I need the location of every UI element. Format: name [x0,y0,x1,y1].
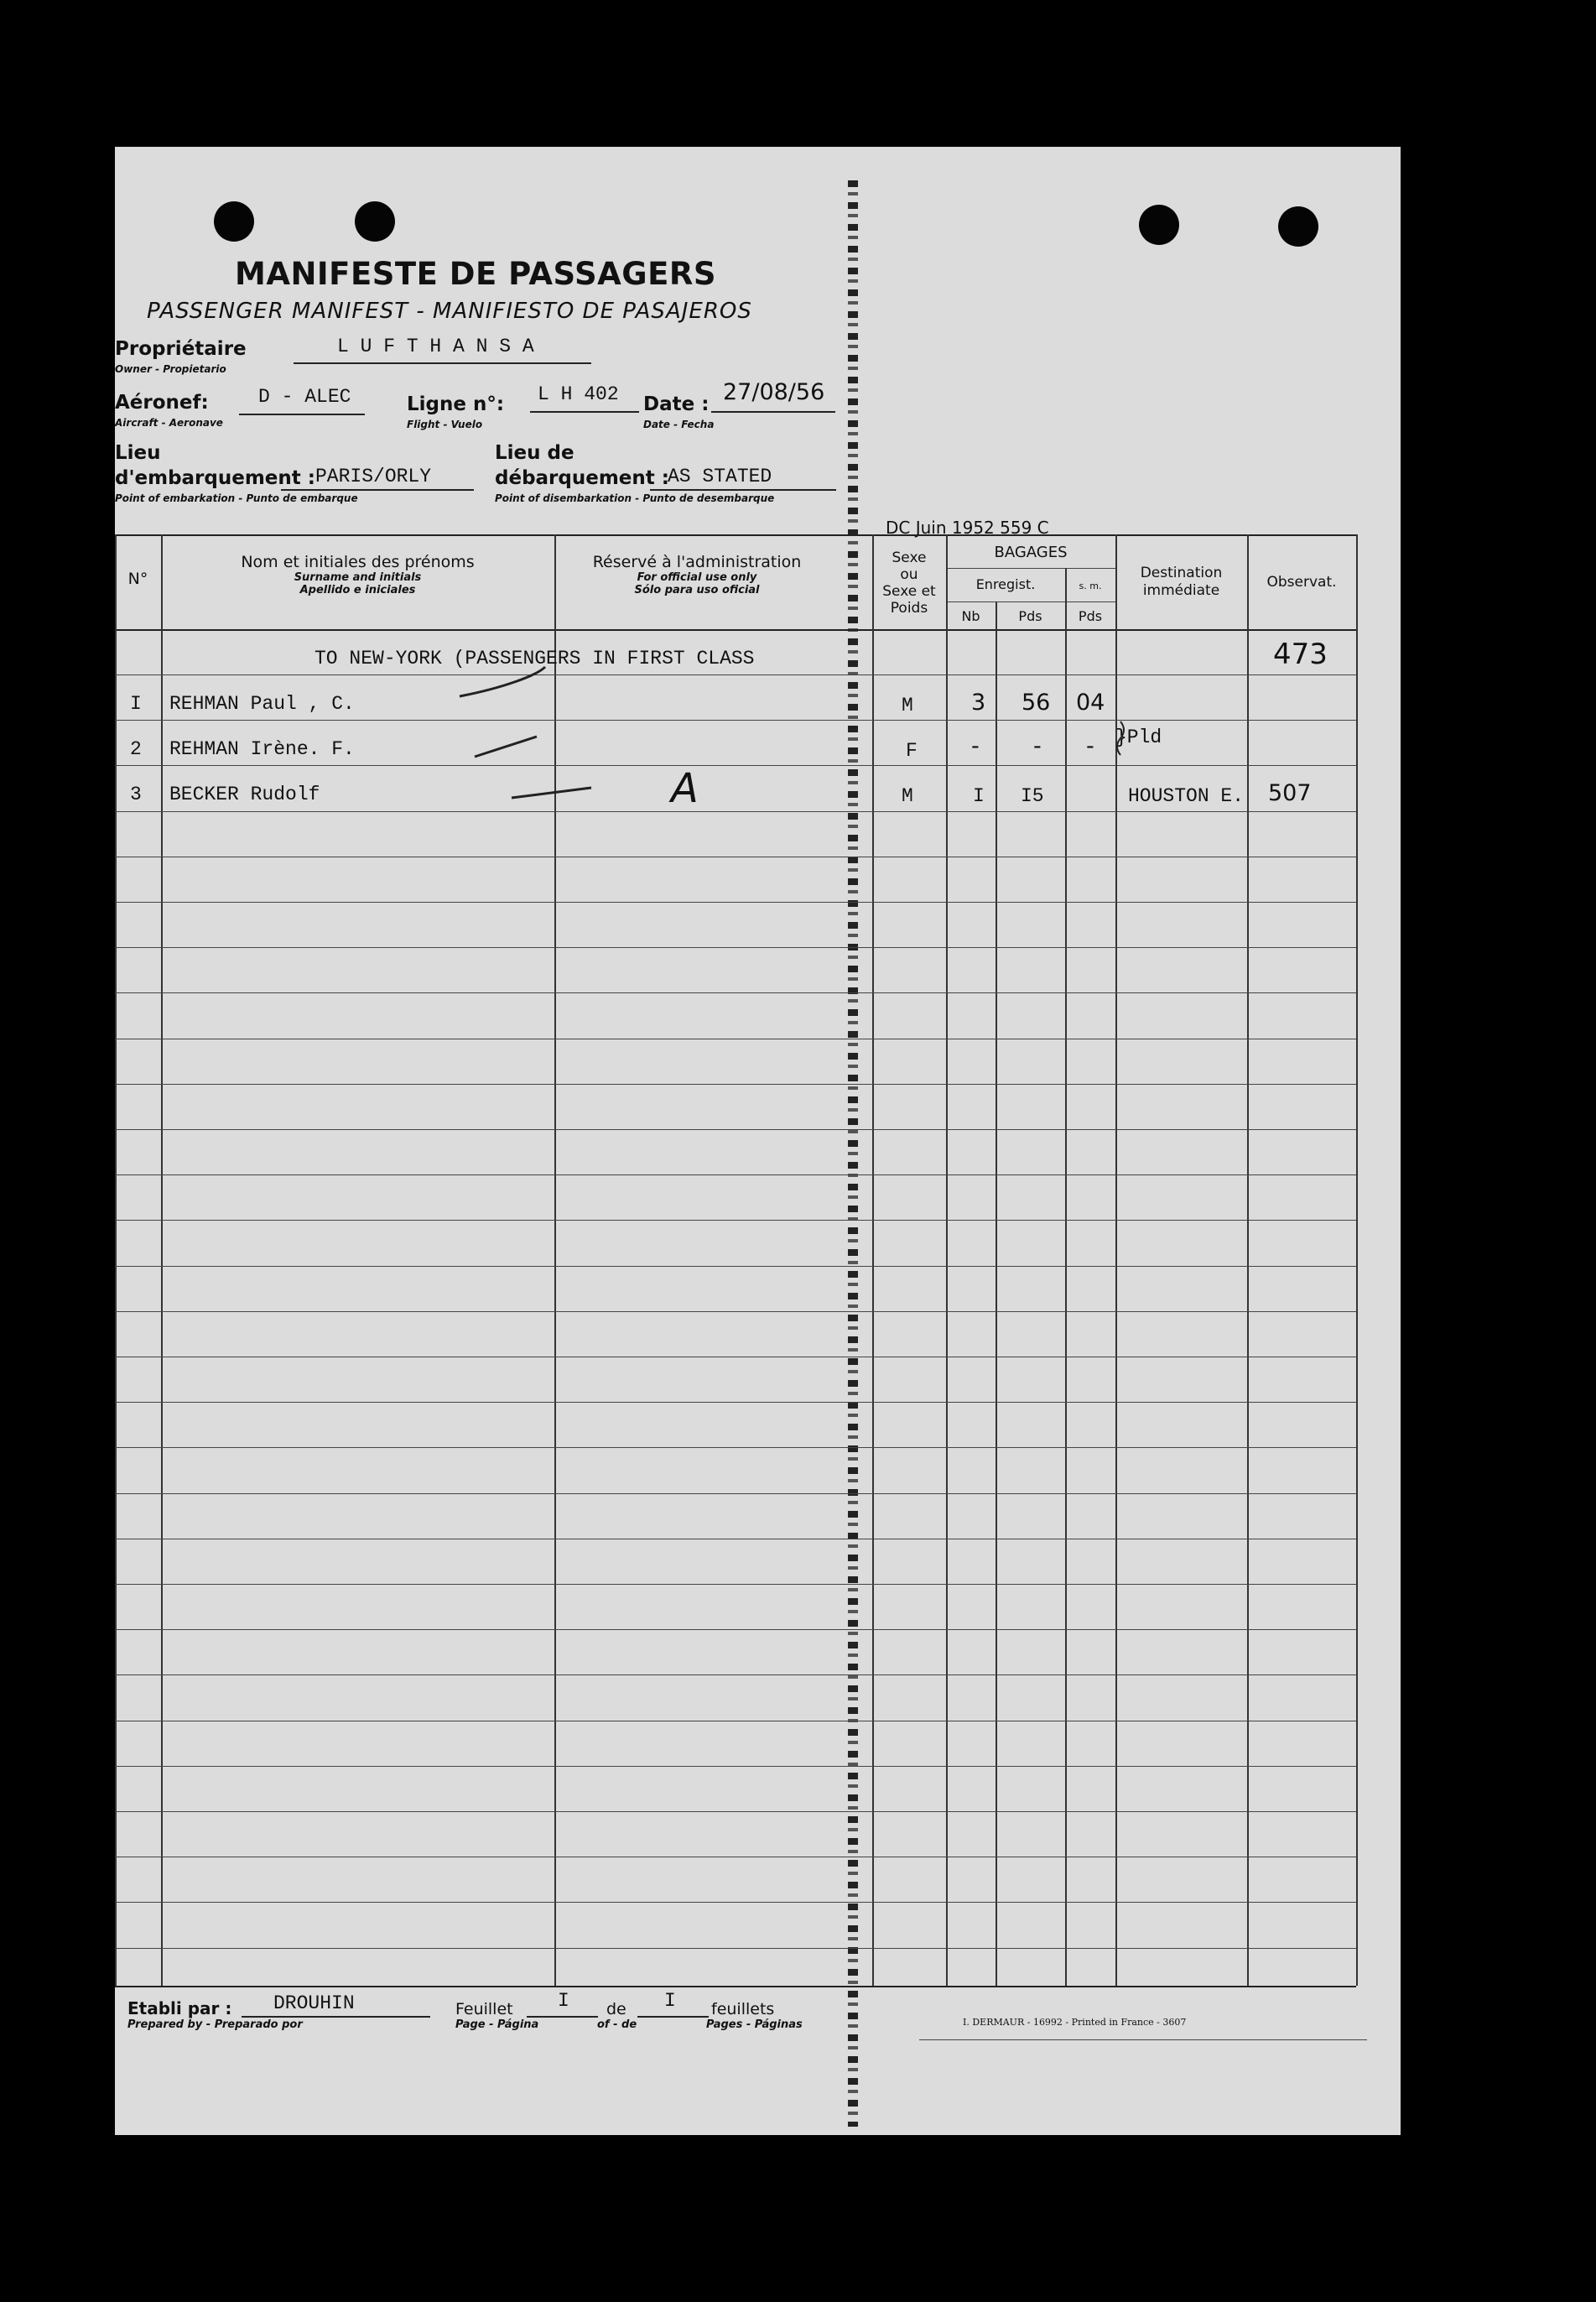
baggage-weight: - [1033,733,1042,759]
hand-baggage-weight: - [1086,733,1094,759]
date-sublabel: Date - Fecha [643,419,715,430]
embark-label-1: Lieu [115,442,161,464]
date-label: Date : [643,393,710,415]
date-value: 27/08/56 [723,379,825,405]
pages-label: feuillets [711,2000,775,2018]
hand-baggage-weight: 04 [1076,690,1105,716]
form-title: MANIFESTE DE PASSAGERS [235,256,717,292]
passenger-sex: M [902,695,913,716]
passenger-name: REHMAN Irène. F. [169,738,355,760]
baggage-count: 3 [971,690,986,716]
pages-sublabel: Pages - Páginas [706,2018,803,2031]
owner-value: L U F T H A N S A [337,336,534,357]
printer-imprint: I. DERMAUR - 16992 - Printed in France - 3607 [963,2017,1187,2028]
col-header-registered: Enregist. [975,576,1036,592]
aircraft-value: D - ALEC [258,386,351,408]
prepared-underline [242,2016,430,2018]
of-underline [637,2016,709,2018]
prepared-label: Etabli par : [127,1998,232,2018]
disembark-sublabel: Point of disembarkation - Punto de desembarque [495,492,775,504]
destination: HOUSTON E. [1128,785,1245,807]
form-subtitle: PASSENGER MANIFEST - MANIFIESTO DE PASAJEROS [147,299,752,324]
embark-label-2: d'embarquement : [115,467,315,489]
col-header-baggage: BAGAGES [994,544,1068,561]
col-header-name: Nom et initiales des prénoms Surname and initials Apellido e iniciales [241,553,475,596]
aircraft-sublabel: Aircraft - Aeronave [115,417,223,429]
observation: 507 [1268,780,1312,806]
of-value: I [664,1990,676,2012]
passenger-no: 3 [130,784,142,805]
passenger-no: I [130,693,142,715]
prepared-sublabel: Prepared by - Preparado por [127,2018,303,2031]
disembark-label-2: débarquement : [495,467,669,489]
footer-rule [919,2039,1367,2040]
destination-heading: TO NEW-YORK (PASSENGERS IN FIRST CLASS [315,648,755,669]
heading-observation: 473 [1273,638,1328,671]
passenger-name: BECKER Rudolf [169,784,320,805]
col-header-nb: Nb [961,608,980,624]
col-header-pds: Pds [1018,608,1042,624]
flight-label: Ligne n°: [407,393,505,415]
col-header-observations: Observat. [1266,574,1337,591]
flight-sublabel: Flight - Vuelo [407,419,483,430]
col-header-sex: Sexe ou Sexe et Poids [882,549,936,617]
prepared-value: DROUHIN [273,1992,355,2014]
passenger-sex: F [906,740,918,762]
baggage-count: I [973,785,985,807]
embark-sublabel: Point of embarkation - Punto de embarque [115,492,358,504]
owner-sublabel: Owner - Propietario [115,363,226,375]
baggage-weight: I5 [1021,785,1044,807]
col-header-destination: Destination immédiate [1140,565,1223,599]
admin-mark: A [671,765,699,812]
form-code: DC Juin 1952 559 C [886,518,1049,538]
destination: }Pld [1115,727,1162,748]
col-header-pds2: Pds [1078,608,1103,624]
baggage-count: - [971,733,980,759]
of-sublabel: of - de [597,2018,637,2031]
page-sublabel: Page - Página [455,2018,539,2031]
col-header-admin: Réservé à l'administration For official use only Sólo para uso oficial [592,553,802,596]
col-header-no: N° [127,570,148,588]
aircraft-label: Aéronef: [115,392,209,414]
disembark-value: AS STATED [668,466,772,487]
embark-value: PARIS/ORLY [315,466,432,487]
owner-label: Propriétaire [115,338,247,360]
flight-value: L H 402 [538,383,619,405]
of-label: de [606,2000,626,2018]
page-underline [527,2016,598,2018]
passenger-sex: M [902,785,913,807]
passenger-name: REHMAN Paul , C. [169,693,355,715]
disembark-label-1: Lieu de [495,442,574,464]
page-label: Feuillet [455,2000,513,2018]
page-value: I [558,1990,569,2012]
baggage-weight: 56 [1022,690,1051,716]
passenger-no: 2 [130,738,142,760]
col-header-hand: s. m. [1079,581,1102,591]
